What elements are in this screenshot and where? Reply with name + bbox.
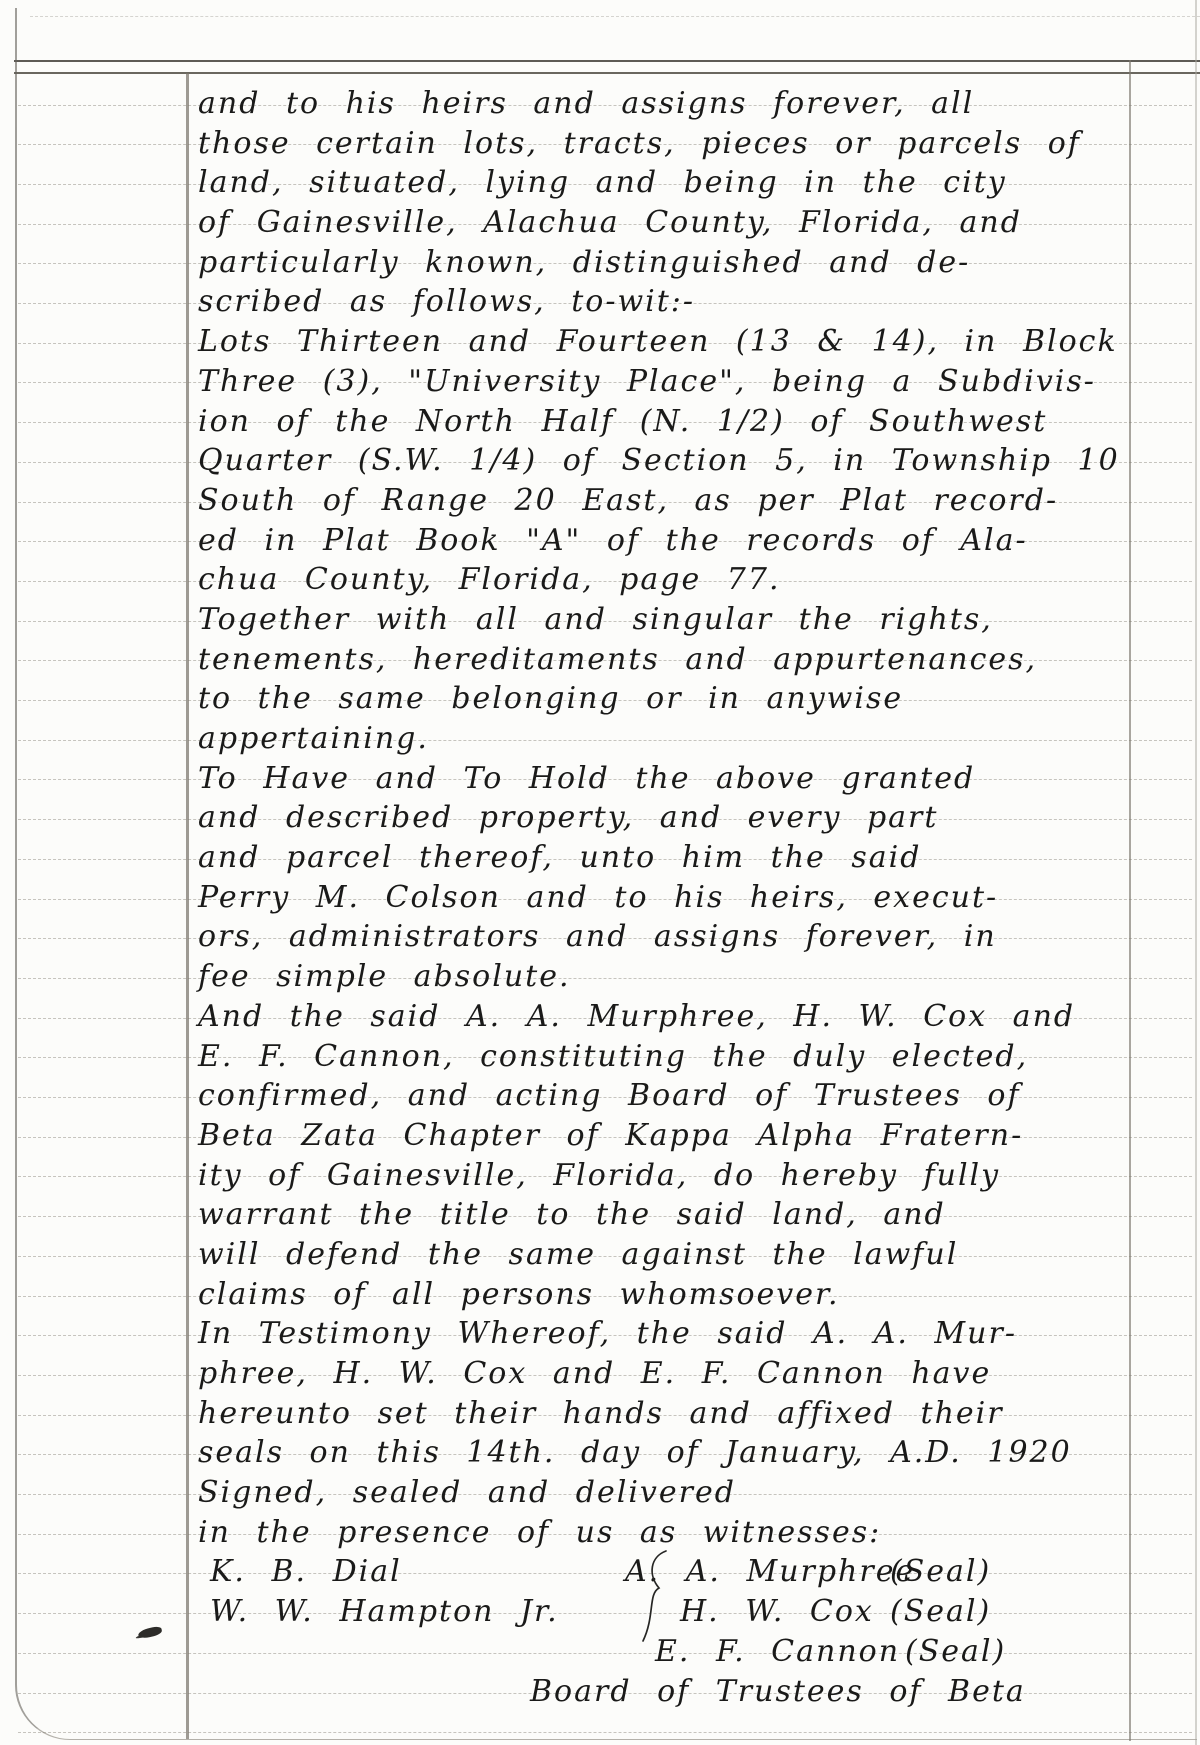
body-line: appertaining.	[198, 721, 429, 756]
body-line: ors, administrators and assigns forever, in	[198, 919, 997, 955]
body-line: seals on this 14th. day of January, A.D. 1920	[198, 1435, 1072, 1471]
body-line: Together with all and singular the rights,	[198, 601, 993, 637]
witness-name: K. B. Dial	[210, 1554, 402, 1590]
seal-label: (Seal)	[890, 1594, 992, 1630]
body-line: Three (3), "University Place", being a Subdivis-	[198, 363, 1096, 399]
body-line: in the presence of us as witnesses:	[198, 1514, 882, 1550]
body-line: ion of the North Half (N. 1/2) of Southwest	[198, 403, 1048, 439]
body-line: and described property, and every part	[198, 800, 939, 836]
body-line: fee simple absolute.	[198, 959, 571, 995]
body-line: tenements, hereditaments and appurtenances,	[198, 641, 1038, 677]
body-line: Beta Zata Chapter of Kappa Alpha Fratern-	[198, 1117, 1024, 1153]
seal-label: (Seal)	[890, 1554, 992, 1590]
signature-row	[198, 1672, 1138, 1712]
signer-name: E. F. Cannon	[655, 1633, 901, 1669]
body-line: Quarter (S.W. 1/4) of Section 5, in Township 10	[198, 443, 1120, 479]
body-line: And the said A. A. Murphree, H. W. Cox and	[198, 998, 1076, 1034]
body-line: Perry M. Colson and to his heirs, execut-	[198, 879, 999, 915]
body-line: and to his heirs and assigns forever, all	[198, 86, 975, 121]
body-line: Lots Thirteen and Fourteen (13 & 14), in Block	[198, 324, 1118, 360]
ruled-line	[18, 1732, 1192, 1733]
body-line: hereunto set their hands and affixed their	[198, 1395, 1004, 1431]
body-line: warrant the title to the said land, and	[198, 1197, 946, 1233]
signer-name: Board of Trustees of Beta	[530, 1673, 1026, 1709]
body-line: of Gainesville, Alachua County, Florida, and	[198, 205, 1022, 241]
body-line: phree, H. W. Cox and E. F. Cannon have	[198, 1356, 992, 1391]
deed-text-area	[198, 84, 1138, 1711]
witness-name: W. W. Hampton Jr.	[210, 1594, 559, 1630]
scan-edge-shadow	[1195, 0, 1197, 1745]
body-line: Signed, sealed and delivered	[198, 1475, 736, 1511]
body-line: to the same belonging or in anywise	[198, 681, 904, 717]
body-line: To Have and To Hold the above granted	[198, 760, 976, 796]
body-line: claims of all persons whomsoever.	[198, 1276, 840, 1312]
body-line: South of Range 20 East, as per Plat record-	[198, 482, 1059, 518]
signer-name: H. W. Cox	[680, 1594, 874, 1630]
deed-body-text	[198, 84, 1138, 1552]
seal-label: (Seal)	[905, 1633, 1007, 1669]
signature-brace-icon	[640, 1548, 670, 1644]
body-line: those certain lots, tracts, pieces or parcels of	[198, 125, 1081, 161]
body-line: confirmed, and acting Board of Trustees of	[198, 1078, 1021, 1114]
body-line: and parcel thereof, unto him the said	[198, 840, 922, 876]
body-line: ity of Gainesville, Florida, do hereby fully	[198, 1157, 1001, 1193]
body-line: chua County, Florida, page 77.	[198, 562, 781, 598]
body-line: land, situated, lying and being in the city	[198, 165, 1007, 201]
margin-divider-line	[186, 73, 189, 1739]
body-line: E. F. Cannon, constituting the duly elected,	[198, 1038, 1029, 1074]
signer-name: A. A. Murphree	[625, 1554, 916, 1590]
body-line: will defend the same against the lawful	[198, 1236, 959, 1272]
body-line: particularly known, distinguished and de-	[198, 244, 971, 280]
body-line: ed in Plat Book "A" of the records of Ala-	[198, 522, 1028, 558]
body-line: scribed as follows, to-wit:-	[198, 284, 696, 320]
body-line: In Testimony Whereof, the said A. A. Mur-	[198, 1316, 1017, 1352]
